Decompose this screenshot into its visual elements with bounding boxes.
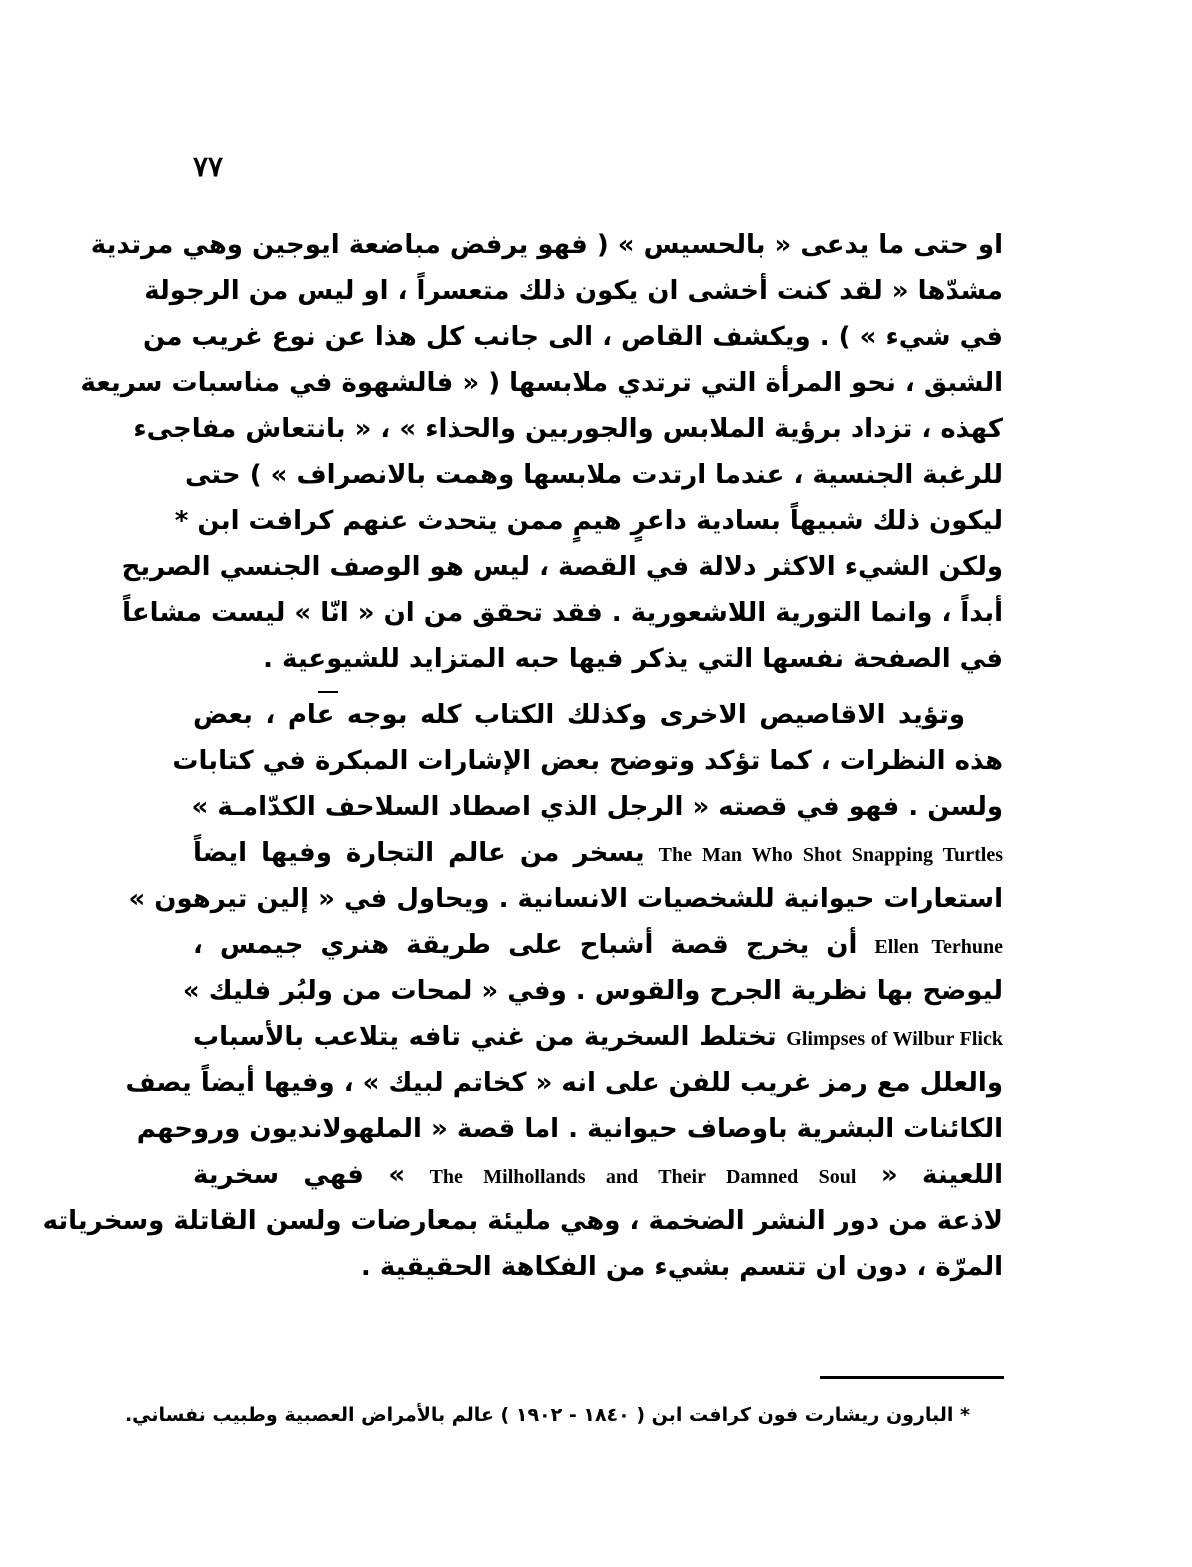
text-line: في الصفحة نفسها التي يذكر فيها حبه المتزايد للشيوعية . bbox=[263, 644, 1003, 674]
text-line: مشدّها « لقد كنت أخشى ان يكون ذلك متعسراً ، او ليس من الرجولة bbox=[144, 276, 1003, 306]
footnote-divider bbox=[820, 1376, 1004, 1379]
english-title: Ellen Terhune bbox=[874, 936, 1003, 958]
text-span: اللعينة « bbox=[880, 1160, 1004, 1190]
page-number: ٧٧ bbox=[193, 150, 224, 183]
body-text bbox=[42, 222, 1004, 1290]
text-span: » فهي سخرية bbox=[193, 1160, 406, 1190]
text-line: او حتى ما يدعى « بالحسيس » ( فهو يرفض مباضعة ايوجين وهي مرتدية bbox=[90, 230, 1003, 260]
footnote: * البارون ريشارت فون كرافت ابن ( ١٨٤٠ - ١٩٠٢ ) عالم بالأمراض العصبية وطبيب نفساني. bbox=[124, 1404, 970, 1426]
text-line: الكائنات البشرية باوصاف حيوانية . اما قصة « الملهولانديون وروحهم bbox=[136, 1114, 1003, 1144]
text-line: ولسن . فهو في قصته « الرجل الذي اصطاد السلاحف الكدّامـة » bbox=[191, 792, 1003, 822]
text-span: يسخر من عالم التجارة وفيها ايضاً bbox=[193, 838, 645, 868]
text-line: هذه النظرات ، كما تؤكد وتوضح بعض الإشارات المبكرة في كتابات bbox=[172, 746, 1003, 776]
english-title: The Milhollands and Their Damned Soul bbox=[429, 1166, 857, 1188]
text-line: ولكن الشيء الاكثر دلالة في القصة ، ليس هو الوصف الجنسي الصريح bbox=[121, 552, 1003, 582]
text-line: لاذعة من دور النشر الضخمة ، وهي مليئة بمعارضات ولسن القاتلة وسخرياته bbox=[42, 1206, 1003, 1236]
text-line: المرّة ، دون ان تتسم بشيء من الفكاهة الحقيقية . bbox=[360, 1252, 1003, 1282]
text-line bbox=[193, 922, 1003, 968]
text-span: تختلط السخرية من غني تافه يتلاعب بالأسباب bbox=[193, 1022, 777, 1052]
paragraph-1 bbox=[80, 222, 1003, 682]
text-line: في شيء » ) . ويكشف القاص ، الى جانب كل هذا عن نوع غريب من bbox=[142, 322, 1003, 352]
text-line: الشبق ، نحو المرأة التي ترتدي ملابسها ( « فالشهوة في مناسبات سريعة bbox=[80, 368, 1003, 398]
text-line: أبداً ، وانما التورية اللاشعورية . فقد تحقق من ان « انّا » ليست مشاعاً bbox=[122, 598, 1003, 628]
text-line bbox=[193, 1152, 1003, 1198]
text-span: أن يخرج قصة أشباح على طريقة هنري جيمس ، bbox=[193, 930, 858, 960]
stray-mark bbox=[318, 691, 338, 693]
text-line: كهذه ، تزداد برؤية الملابس والجوربين والحذاء » ، « بانتعاش مفاجىء bbox=[133, 414, 1003, 444]
text-line bbox=[193, 830, 1003, 876]
text-line: ليوضح بها نظرية الجرح والقوس . وفي « لمحات من ولبُر فليك » bbox=[182, 976, 1003, 1006]
english-title: Glimpses of Wilbur Flick bbox=[786, 1028, 1003, 1050]
english-title: The Man Who Shot Snapping Turtles bbox=[658, 844, 1003, 866]
text-line: للرغبة الجنسية ، عندما ارتدت ملابسها وهمت بالانصراف » ) حتى bbox=[184, 460, 1003, 490]
text-line: ليكون ذلك شبيهاً بسادية داعرٍ هيمٍ ممن يتحدث عنهم كرافت ابن * bbox=[174, 506, 1003, 536]
text-line: وتؤيد الاقاصيص الاخرى وكذلك الكتاب كله بوجه عام ، بعض bbox=[193, 700, 965, 730]
text-line bbox=[193, 1014, 1003, 1060]
text-line: والعلل مع رمز غريب للفن على انه « كخاتم لبيك » ، وفيها أيضاً يصف bbox=[125, 1068, 1003, 1098]
paragraph-2 bbox=[42, 692, 1004, 1290]
text-line: استعارات حيوانية للشخصيات الانسانية . ويحاول في « إلين تيرهون » bbox=[128, 884, 1003, 914]
paragraph-gap bbox=[193, 682, 1003, 692]
